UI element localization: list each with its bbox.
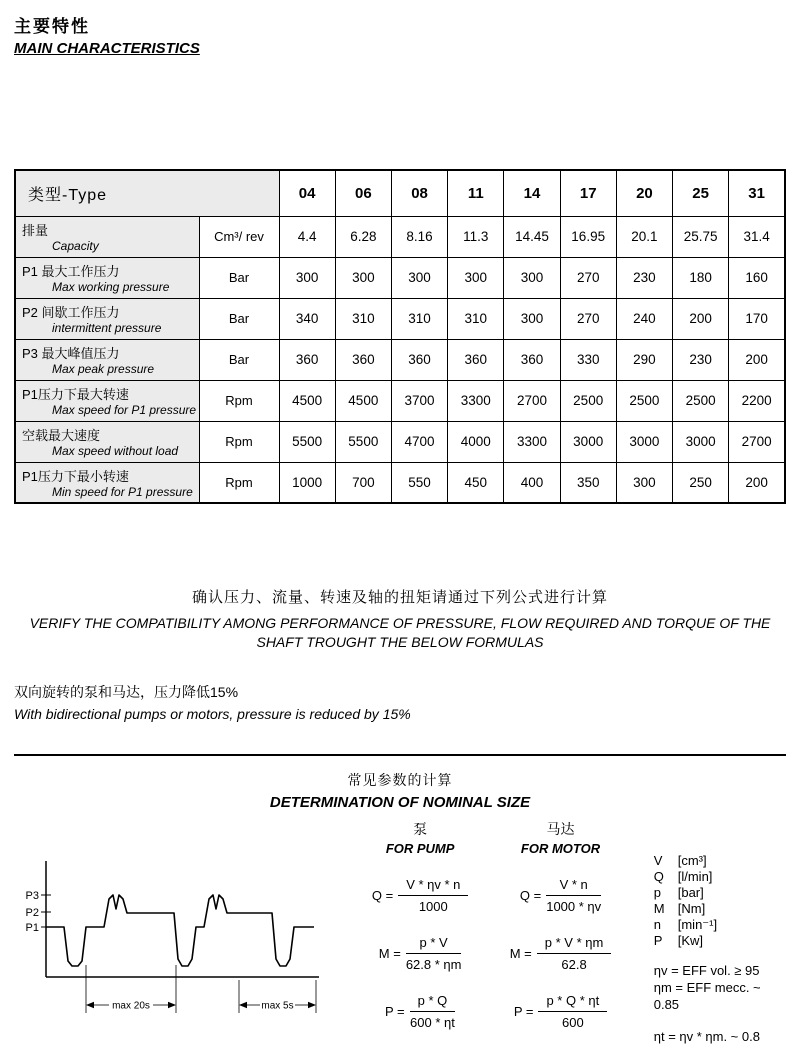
row-label-en: Max speed without load bbox=[52, 444, 179, 458]
row-unit: Rpm bbox=[199, 462, 279, 503]
table-cell: 3300 bbox=[504, 421, 560, 462]
table-cell: 14.45 bbox=[504, 216, 560, 257]
formula-numerator: V * n bbox=[546, 877, 601, 896]
legend-symbol: M bbox=[653, 900, 665, 916]
legend-symbol: n bbox=[653, 916, 661, 932]
legend-unit: [Kw] bbox=[677, 932, 704, 948]
table-cell: 180 bbox=[673, 257, 729, 298]
motor-formula-m bbox=[493, 935, 627, 972]
pressure-cycle-svg bbox=[14, 855, 329, 1035]
row-label-cell bbox=[15, 380, 199, 421]
table-cell: 4500 bbox=[279, 380, 335, 421]
table-cell: 3700 bbox=[391, 380, 447, 421]
nominal-size-title-en: DETERMINATION OF NOMINAL SIZE bbox=[269, 793, 531, 811]
table-cell: 3000 bbox=[616, 421, 672, 462]
table-cell: 330 bbox=[560, 339, 616, 380]
table-cell: 360 bbox=[391, 339, 447, 380]
table-cell: 300 bbox=[448, 257, 504, 298]
formula-fraction bbox=[406, 935, 462, 972]
dim-label-max20s: max 20s bbox=[112, 1000, 150, 1012]
legend-symbol: P bbox=[653, 932, 663, 948]
row-unit: Bar bbox=[199, 257, 279, 298]
symbol-legend bbox=[654, 819, 786, 1045]
table-header-row bbox=[15, 170, 785, 216]
table-cell: 4500 bbox=[335, 380, 391, 421]
table-cell: 300 bbox=[279, 257, 335, 298]
table-cell: 160 bbox=[729, 257, 785, 298]
formula-denominator: 600 bbox=[561, 1014, 584, 1030]
bidirectional-note-en: With bidirectional pumps or motors, pressure is reduced by 15% bbox=[14, 705, 411, 722]
motor-formula-q bbox=[493, 877, 627, 914]
pump-formula-column bbox=[353, 819, 487, 1045]
formula-fraction bbox=[410, 993, 456, 1030]
column-header: 14 bbox=[504, 170, 560, 216]
legend-item bbox=[654, 933, 786, 949]
formula-lhs: M = bbox=[378, 945, 401, 961]
table-cell: 6.28 bbox=[335, 216, 391, 257]
level-label-p1: P1 bbox=[25, 921, 39, 934]
table-cell: 300 bbox=[504, 298, 560, 339]
motor-header-zh: 马达 bbox=[546, 820, 575, 837]
row-label-cell bbox=[15, 421, 199, 462]
legend-unit: [min⁻¹] bbox=[677, 916, 718, 932]
legend-symbol: V bbox=[653, 852, 663, 868]
level-label-p3: P3 bbox=[25, 889, 39, 902]
formula-fraction bbox=[537, 935, 612, 972]
pump-formula-p bbox=[353, 993, 487, 1030]
formula-fraction bbox=[398, 877, 468, 914]
row-label-en: intermittent pressure bbox=[52, 321, 162, 335]
table-cell: 310 bbox=[335, 298, 391, 339]
table-cell: 310 bbox=[391, 298, 447, 339]
formula-denominator: 1000 bbox=[418, 898, 448, 914]
dim-label-max5s: max 5s bbox=[261, 1000, 294, 1012]
column-header: 20 bbox=[616, 170, 672, 216]
bidirectional-note-zh: 双向旋转的泵和马达，压力降低15% bbox=[14, 683, 239, 700]
table-cell: 360 bbox=[335, 339, 391, 380]
table-cell: 2700 bbox=[504, 380, 560, 421]
table-cell: 3000 bbox=[560, 421, 616, 462]
table-cell: 5500 bbox=[335, 421, 391, 462]
column-header: 11 bbox=[448, 170, 504, 216]
table-cell: 16.95 bbox=[560, 216, 616, 257]
table-cell: 340 bbox=[279, 298, 335, 339]
table-cell: 700 bbox=[335, 462, 391, 503]
pump-formula-q bbox=[353, 877, 487, 914]
formula-denominator: 600 * ηt bbox=[410, 1014, 455, 1030]
table-cell: 5500 bbox=[279, 421, 335, 462]
row-label-zh: 排量 bbox=[22, 223, 49, 238]
table-cell: 300 bbox=[391, 257, 447, 298]
table-row-max-speed-p1 bbox=[15, 380, 785, 421]
row-label-en: Max working pressure bbox=[52, 280, 170, 294]
dim-arrow bbox=[86, 1002, 94, 1008]
legend-item bbox=[654, 917, 786, 933]
verify-statement-line2: SHAFT TROUGHT THE BELOW FORMULAS bbox=[256, 633, 544, 650]
row-label-en: Capacity bbox=[52, 239, 99, 253]
table-cell: 360 bbox=[448, 339, 504, 380]
row-unit: Bar bbox=[199, 298, 279, 339]
table-cell: 250 bbox=[673, 462, 729, 503]
pressure-cycle-diagram bbox=[14, 819, 353, 1045]
formula-lhs: Q = bbox=[371, 887, 394, 903]
eff-note-mechanical: ηm = EFF mecc. ~ 0.85 bbox=[653, 979, 761, 1012]
table-cell: 270 bbox=[560, 257, 616, 298]
confirm-statement-zh: 确认压力、流量、转速及轴的扭矩请通过下列公式进行计算 bbox=[191, 589, 608, 606]
table-cell: 20.1 bbox=[616, 216, 672, 257]
column-header: 04 bbox=[279, 170, 335, 216]
table-cell: 31.4 bbox=[729, 216, 785, 257]
column-header: 06 bbox=[335, 170, 391, 216]
table-cell: 300 bbox=[616, 462, 672, 503]
row-label-cell bbox=[15, 257, 199, 298]
table-cell: 310 bbox=[448, 298, 504, 339]
table-cell: 11.3 bbox=[448, 216, 504, 257]
table-cell: 4700 bbox=[391, 421, 447, 462]
column-header: 17 bbox=[560, 170, 616, 216]
legend-item bbox=[654, 885, 786, 901]
table-cell: 170 bbox=[729, 298, 785, 339]
table-cell: 3000 bbox=[673, 421, 729, 462]
row-label-en: Max peak pressure bbox=[52, 362, 155, 376]
row-label-cell bbox=[15, 339, 199, 380]
table-row-intermittent-pressure bbox=[15, 298, 785, 339]
table-cell: 270 bbox=[560, 298, 616, 339]
row-label-zh: P2 间歇工作压力 bbox=[22, 305, 120, 320]
pressure-waveform bbox=[46, 895, 314, 966]
table-cell: 200 bbox=[729, 339, 785, 380]
table-cell: 450 bbox=[448, 462, 504, 503]
row-label-en: Max speed for P1 pressure bbox=[52, 403, 197, 417]
table-cell: 360 bbox=[504, 339, 560, 380]
page-title-en: MAIN CHARACTERISTICS bbox=[14, 40, 200, 57]
eff-note-total: ηt = ηv * ηm. ~ 0.8 bbox=[653, 1028, 760, 1044]
legend-unit: [bar] bbox=[677, 884, 704, 900]
table-cell: 550 bbox=[391, 462, 447, 503]
formula-numerator: p * Q * ηt bbox=[538, 993, 607, 1012]
row-label-zh: P1压力下最小转速 bbox=[22, 468, 129, 484]
formula-lhs: Q = bbox=[519, 887, 542, 903]
row-label-cell bbox=[15, 462, 199, 503]
table-cell: 290 bbox=[616, 339, 672, 380]
table-cell: 300 bbox=[504, 257, 560, 298]
table-cell: 300 bbox=[335, 257, 391, 298]
legend-unit: [l/min] bbox=[677, 868, 713, 884]
row-label-cell bbox=[15, 216, 199, 257]
table-cell: 2500 bbox=[673, 380, 729, 421]
row-unit: Rpm bbox=[199, 380, 279, 421]
formula-numerator: p * V * ηm bbox=[537, 935, 612, 954]
formula-fraction bbox=[538, 993, 607, 1030]
motor-header-en: FOR MOTOR bbox=[520, 840, 601, 856]
formula-lhs: P = bbox=[384, 1003, 405, 1019]
table-cell: 2700 bbox=[729, 421, 785, 462]
formula-fraction bbox=[546, 877, 601, 914]
legend-unit: [cm³] bbox=[677, 852, 707, 868]
formula-numerator: p * V bbox=[406, 935, 462, 954]
pump-header-en: FOR PUMP bbox=[385, 840, 455, 856]
formula-lhs: M = bbox=[509, 945, 532, 961]
section-divider bbox=[14, 754, 786, 756]
table-cell: 200 bbox=[729, 462, 785, 503]
column-header: 31 bbox=[729, 170, 785, 216]
motor-formula-column bbox=[493, 819, 627, 1045]
page-title-zh: 主要特性 bbox=[14, 17, 90, 36]
row-label-zh: 空载最大速度 bbox=[22, 428, 101, 443]
table-cell: 400 bbox=[504, 462, 560, 503]
table-cell: 240 bbox=[616, 298, 672, 339]
table-cell: 3300 bbox=[448, 380, 504, 421]
legend-symbol: Q bbox=[653, 868, 664, 884]
nominal-size-section bbox=[14, 819, 786, 1045]
formula-numerator: p * Q bbox=[410, 993, 456, 1012]
pump-header-zh: 泵 bbox=[413, 820, 428, 837]
eff-note-volumetric: ηv = EFF vol. ≥ 95 bbox=[653, 962, 760, 978]
row-unit: Bar bbox=[199, 339, 279, 380]
table-cell: 360 bbox=[279, 339, 335, 380]
efficiency-notes bbox=[654, 962, 786, 1045]
row-label-zh: P1 最大工作压力 bbox=[22, 264, 120, 279]
table-cell: 8.16 bbox=[391, 216, 447, 257]
table-cell: 25.75 bbox=[673, 216, 729, 257]
column-header: 25 bbox=[673, 170, 729, 216]
row-label-zh: P1压力下最大转速 bbox=[22, 387, 129, 402]
table-cell: 350 bbox=[560, 462, 616, 503]
table-cell: 230 bbox=[673, 339, 729, 380]
formula-numerator: V * ηv * n bbox=[398, 877, 468, 896]
table-row-capacity bbox=[15, 216, 785, 257]
column-header: 08 bbox=[391, 170, 447, 216]
row-unit: Rpm bbox=[199, 421, 279, 462]
type-header-cell: 类型-Type bbox=[15, 170, 279, 216]
row-label-zh: P3 最大峰值压力 bbox=[22, 346, 120, 361]
formula-denominator: 62.8 * ηm bbox=[405, 956, 462, 972]
pump-formula-m bbox=[353, 935, 487, 972]
level-label-p2: P2 bbox=[25, 906, 39, 919]
motor-formula-p bbox=[493, 993, 627, 1030]
legend-unit: [Nm] bbox=[677, 900, 706, 916]
table-row-min-speed-p1 bbox=[15, 462, 785, 503]
table-cell: 1000 bbox=[279, 462, 335, 503]
dim-arrow bbox=[239, 1002, 247, 1008]
table-cell: 4000 bbox=[448, 421, 504, 462]
formula-denominator: 62.8 bbox=[561, 956, 587, 972]
characteristics-table bbox=[14, 169, 786, 504]
table-row-max-working-pressure bbox=[15, 257, 785, 298]
table-cell: 4.4 bbox=[279, 216, 335, 257]
legend-item bbox=[654, 901, 786, 917]
table-cell: 230 bbox=[616, 257, 672, 298]
legend-symbol: p bbox=[653, 884, 661, 900]
formula-denominator: 1000 * ηv bbox=[546, 898, 602, 914]
table-cell: 2500 bbox=[560, 380, 616, 421]
formula-lhs: P = bbox=[513, 1003, 534, 1019]
row-unit: Cm³/ rev bbox=[199, 216, 279, 257]
verify-statement-en bbox=[14, 614, 786, 652]
table-row-max-speed-no-load bbox=[15, 421, 785, 462]
dim-arrow bbox=[308, 1002, 316, 1008]
legend-item bbox=[654, 869, 786, 885]
table-row-max-peak-pressure bbox=[15, 339, 785, 380]
row-label-en: Min speed for P1 pressure bbox=[52, 484, 193, 499]
table-cell: 2500 bbox=[616, 380, 672, 421]
nominal-size-title-zh: 常见参数的计算 bbox=[347, 771, 453, 788]
verify-statement-line1: VERIFY THE COMPATIBILITY AMONG PERFORMANCE OF PRESSURE, FLOW REQUIRED AND TORQUE OF THE bbox=[29, 615, 771, 631]
table-cell: 200 bbox=[673, 298, 729, 339]
row-label-cell bbox=[15, 298, 199, 339]
legend-item bbox=[654, 853, 786, 869]
table-cell: 2200 bbox=[729, 380, 785, 421]
dim-arrow bbox=[168, 1002, 176, 1008]
